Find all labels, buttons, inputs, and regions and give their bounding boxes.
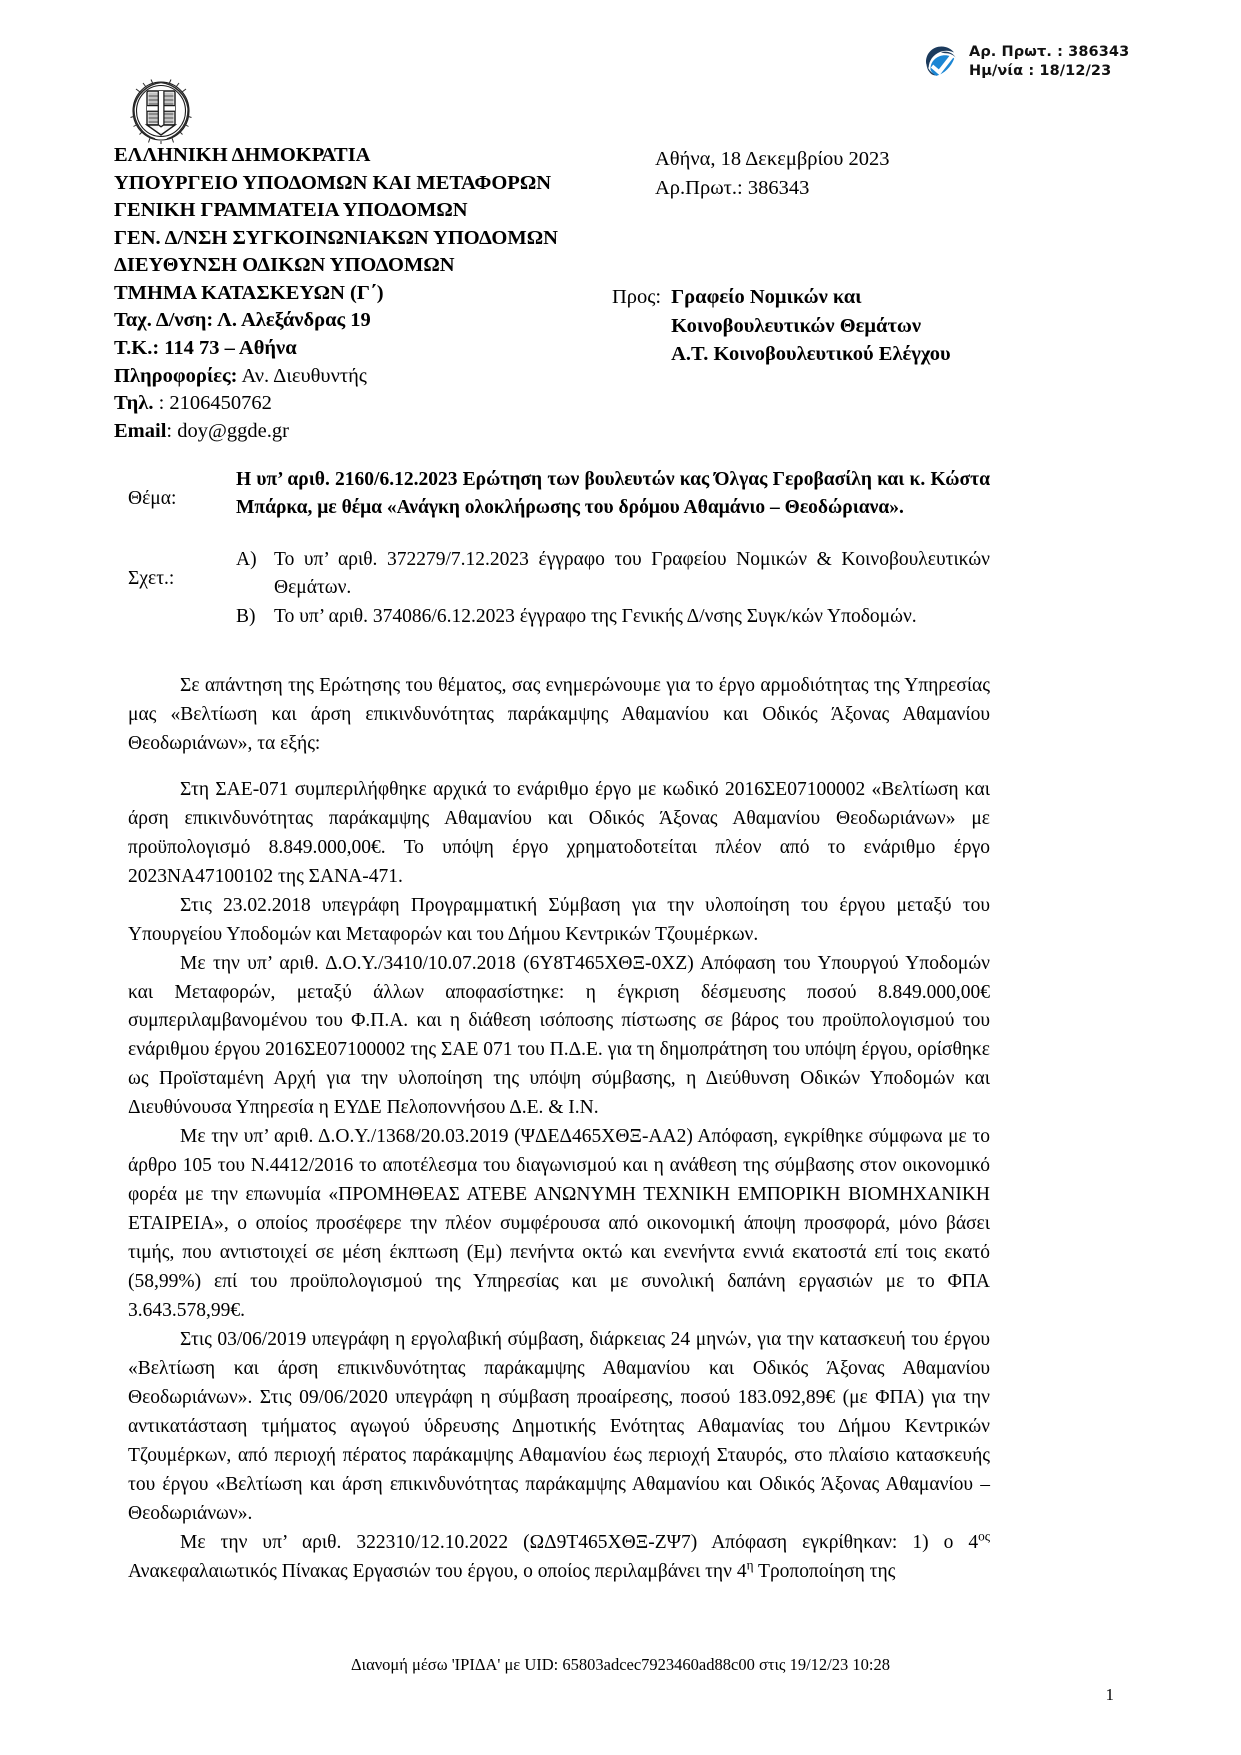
- stamp-protocol-number: Αρ. Πρωτ. : 386343: [969, 44, 1130, 61]
- irida-digital-stamp: [920, 42, 1129, 82]
- letterhead-address: Ταχ. Δ/νση: Λ. Αλεξάνδρας 19: [114, 309, 371, 332]
- contact-person-label: Πληροφορίες:: [114, 364, 238, 387]
- stamp-date: Ημ/νία : 18/12/23: [969, 63, 1112, 79]
- letterhead-line-3: ΓΕΝΙΚΗ ΓΡΑΜΜΑΤΕΙΑ ΥΠΟΔΟΜΩΝ: [114, 199, 468, 222]
- body-paragraph: Με την υπ’ αριθ. Δ.Ο.Υ./3410/10.07.2018 (6Υ8Τ465ΧΘΞ-0ΧΖ) Απόφαση του Υπουργού Υποδομών και Μεταφορών, μεταξύ άλλων αποφασίστηκε: η έγκριση δέσμευσης ποσού 8.849.000,00€ συμπεριλαμβανομένου του Φ.Π.Α. και η διάθεση ισόποσης πίστωσης σε βάρος του προϋπολογισμού του ενάριθμου έργου 2016ΣΕ07100002 της ΣΑΕ 071 του Π.Δ.Ε. για τη δημοπράτηση του υπόψη έργου, ορίσθηκε ως Προϊσταμένη Αρχή για την υλοποίηση της υπόψη σύμβασης, η Διεύθυνση Οδικών Υποδομών και Διευθύνουσα Υπηρεσία η ΕΥΔΕ Πελοποννήσου Δ.Ε. & Ι.Ν.: [128, 952, 990, 1119]
- last-para-mid: Ανακεφαλαιωτικός Πίνακας Εργασιών του έργου, ο οποίος περιλαμβάνει την 4: [128, 1560, 747, 1582]
- subject-block: [128, 466, 990, 522]
- last-para-post: Τροποποίηση της: [753, 1560, 896, 1582]
- related-item-text: Το υπ’ αριθ. 372279/7.12.2023 έγγραφο του Γραφείου Νομικών & Κοινοβουλευτικών Θεμάτων.: [274, 549, 990, 599]
- recipient-line-3: Α.Τ. Κοινοβουλευτικού Ελέγχου: [671, 343, 951, 366]
- email-label: Email: [114, 419, 167, 442]
- related-item-text: Το υπ’ αριθ. 374086/6.12.2023 έγγραφο της Γενικής Δ/νσης Συγκ/κών Υποδομών.: [274, 605, 917, 627]
- body-paragraph: Στη ΣΑΕ-071 συμπεριλήφθηκε αρχικά το ενάριθμο έργο με κωδικό 2016ΣΕ07100002 «Βελτίωση και άρση επικινδυνότητας παράκαμψης Αθαμανίου και Οδικός Άξονας Αθαμανίου Θεοδωριάνων» με προϋπολογισμό 8.849.000,00€. Το υπόψη έργο χρηματοδοτείται πλέον από το ενάριθμο έργο 2023ΝΑ47100102 της ΣΑΝΑ-471.: [128, 778, 990, 887]
- related-item-marker: Α): [236, 549, 257, 570]
- related-documents-block: [128, 546, 990, 631]
- letterhead-contact-person: [114, 363, 634, 391]
- body-paragraph: Με την υπ’ αριθ. Δ.Ο.Υ./1368/20.03.2019 (ΨΔΕΔ465ΧΘΞ-ΑΑ2) Απόφαση, εγκρίθηκε σύμφωνα με το άρθρο 105 του Ν.4412/2016 το αποτέλεσμα του διαγωνισμού και η ανάθεση της σύμβασης στον οικονομικό φορέα με την επωνυμία «ΠΡΟΜΗΘΕΑΣ ΑΤΕΒΕ ΑΝΩΝΥΜΗ ΤΕΧΝΙΚΗ ΕΜΠΟΡΙΚΗ ΒΙΟΜΗΧΑΝΙΚΗ ΕΤΑΙΡΕΙΑ», ο οποίος προσέφερε την πλέον συμφέρουσα από οικονομική άποψη προσφορά, μόνο βάσει τιμής, που αντιστοιχεί σε μέση έκπτωση (Εμ) πενήντα οκτώ και ενενήντα εννιά εκατοστά επί τοις εκατό (58,99%) επί του προϋπολογισμού της Υπηρεσίας και με συνολική δαπάνη εργασιών με το ΦΠΑ 3.643.578,99€.: [128, 1126, 990, 1322]
- irida-stamp-text: [969, 43, 1129, 80]
- letterhead-phone: [114, 390, 634, 418]
- date-protocol-block: [655, 145, 890, 203]
- subject-label: Θέμα:: [128, 488, 177, 509]
- letterhead-line-6: ΤΜΗΜΑ ΚΑΤΑΣΚΕΥΩΝ (Γ΄): [114, 281, 384, 304]
- related-label: Σχετ.:: [128, 568, 175, 589]
- phone-label: Τηλ.: [114, 392, 154, 415]
- page-number: 1: [1105, 1685, 1114, 1704]
- body-paragraph: Στις 03/06/2019 υπεγράφη η εργολαβική σύμβαση, διάρκειας 24 μηνών, για την κατασκευή του έργου «Βελτίωση και άρση επικινδυνότητας παράκαμψης Αθαμανίου και Οδικός Άξονας Αθαμανίου Θεοδωριάνων». Στις 09/06/2020 υπεγράφη η σύμβαση προαίρεσης, ποσού 183.092,89€ (με ΦΠΑ) για την αντικατάσταση τμήματος αγωγού ύδρευσης Δημοτικής Ενότητας Αθαμανίας του Δήμου Κεντρικών Τζουμέρκων, από περιοχή πέρατος παράκαμψης Αθαμανίου έως περιοχή Σταυρός, στο πλαίσιο κατασκευής του έργου «Βελτίωση και άρση επικινδυνότητας παράκαμψης Αθαμανίου και Οδικός Άξονας Αθαμανίου – Θεοδωριάνων».: [128, 1328, 990, 1524]
- contact-person-value: Αν. Διευθυντής: [241, 364, 367, 387]
- related-items: [236, 546, 990, 631]
- letterhead-line-1: ΕΛΛΗΝΙΚΗ ΔΗΜΟΚΡΑΤΙΑ: [114, 144, 371, 166]
- email-value: : doy@ggde.gr: [166, 419, 289, 442]
- recipient-line-1: Γραφείο Νομικών και: [671, 286, 862, 308]
- related-item: [236, 546, 990, 603]
- phone-value: : 2106450762: [158, 392, 272, 415]
- irida-check-leaf-logo: [920, 42, 960, 82]
- last-para-pre: Με την υπ’ αριθ. 322310/12.10.2022 (ΩΔ9Τ465ΧΘΞ-ΖΨ7) Απόφαση εγκρίθηκαν: 1) ο 4: [180, 1531, 979, 1553]
- distribution-footer: Διανομή μέσω 'ΙΡΙΔΑ' με UID: 65803adcec7923460ad88c00 στις 19/12/23 10:28: [351, 1655, 890, 1674]
- recipient-label: Προς:: [612, 286, 662, 308]
- recipient-block: [612, 283, 951, 369]
- greek-republic-coat-of-arms-icon: [128, 78, 194, 144]
- related-item-marker: Β): [236, 605, 256, 627]
- letterhead-line-5: ΔΙΕΥΘΥΝΣΗ ΟΔΙΚΩΝ ΥΠΟΔΟΜΩΝ: [114, 254, 455, 277]
- last-para-sup-2: η: [746, 1557, 754, 1573]
- protocol-number: Αρ.Πρωτ.: 386343: [655, 177, 810, 200]
- related-item: [236, 603, 990, 631]
- subject-text: Η υπ’ αριθ. 2160/6.12.2023 Ερώτηση των βουλευτών κας Όλγας Γεροβασίλη και κ. Κώστα Μπάρκα, με θέμα «Ανάγκη ολοκλήρωσης του δρόμου Αθαμάνιο – Θεοδώριανα».: [236, 469, 990, 519]
- letterhead-line-4: ΓΕΝ. Δ/ΝΣΗ ΣΥΓΚΟΙΝΩΝΙΑΚΩΝ ΥΠΟΔΟΜΩΝ: [114, 226, 558, 249]
- recipient-lines: [671, 283, 951, 369]
- letterhead-block: [114, 142, 634, 445]
- last-para-sup-1: ος: [978, 1528, 990, 1544]
- body-paragraph-last: [128, 1529, 990, 1587]
- place-and-date: Αθήνα, 18 Δεκεμβρίου 2023: [655, 148, 890, 170]
- letterhead-line-2: ΥΠΟΥΡΓΕΙΟ ΥΠΟΔΟΜΩΝ ΚΑΙ ΜΕΤΑΦΟΡΩΝ: [114, 171, 552, 194]
- letterhead-postal-code: Τ.Κ.: 114 73 – Αθήνα: [114, 336, 297, 359]
- body-paragraph: Στις 23.02.2018 υπεγράφη Προγραμματική Σύμβαση για την υλοποίηση του έργου μεταξύ του Υπουργείου Υποδομών και Μεταφορών και του Δήμου Κεντρικών Τζουμέρκων.: [128, 894, 990, 945]
- recipient-line-2: Κοινοβουλευτικών Θεμάτων: [671, 314, 922, 337]
- document-body: [128, 655, 990, 1587]
- letterhead-email: [114, 418, 634, 446]
- body-paragraph: Σε απάντηση της Ερώτησης του θέματος, σας ενημερώνουμε για το έργο αρμοδιότητας της Υπηρεσίας μας «Βελτίωση και άρση επικινδυνότητας παράκαμψης Αθαμανίου και Οδικός Άξονας Αθαμανίου Θεοδωριάνων», τα εξής:: [128, 675, 990, 754]
